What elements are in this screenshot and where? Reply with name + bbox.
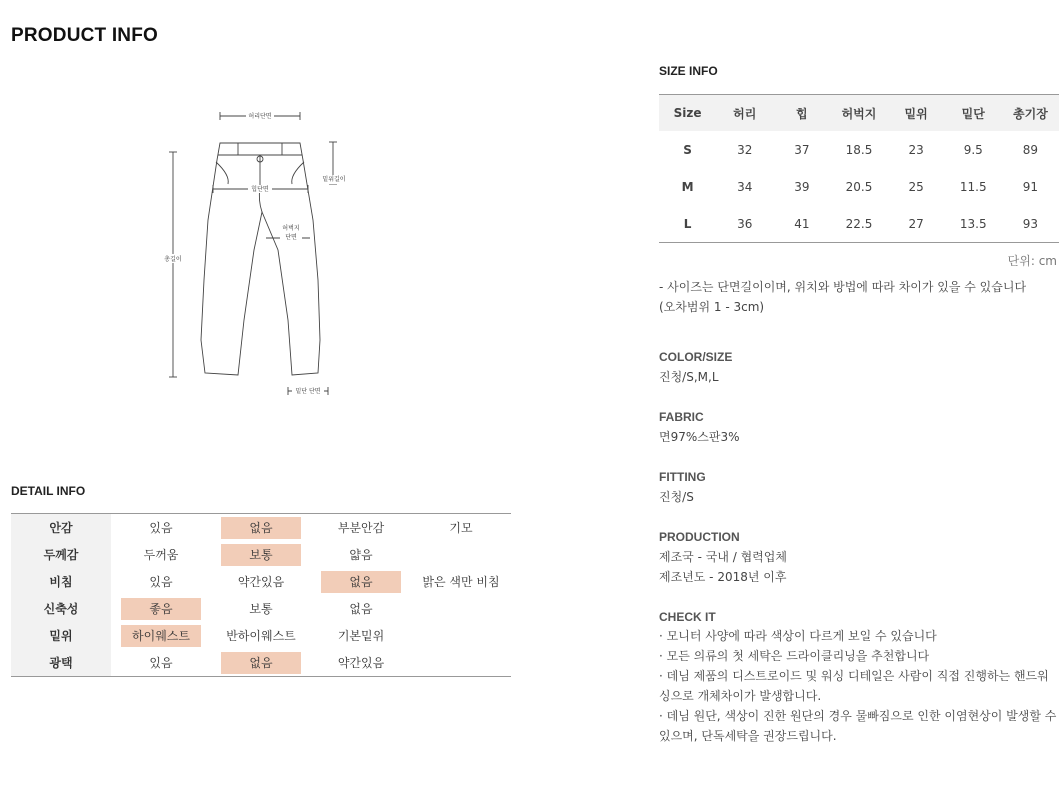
detail-option: 기본밑위 bbox=[337, 629, 385, 643]
size-cell: 27 bbox=[908, 216, 924, 231]
detail-option-cell bbox=[411, 649, 511, 676]
detail-option-cell bbox=[311, 622, 411, 649]
detail-option: 있음 bbox=[149, 575, 173, 589]
pants-diagram bbox=[150, 100, 370, 400]
detail-option-cell bbox=[111, 541, 211, 568]
detail-option bbox=[421, 625, 501, 647]
detail-option-cell bbox=[211, 595, 311, 622]
size-cell: 18.5 bbox=[845, 142, 873, 157]
rise-label: 밑위길이 bbox=[322, 176, 346, 183]
detail-option-cell bbox=[111, 622, 211, 649]
detail-option-cell bbox=[211, 649, 311, 676]
size-cell: 23 bbox=[908, 142, 924, 157]
detail-option-cell bbox=[411, 622, 511, 649]
size-header-cell: Size bbox=[673, 106, 702, 120]
size-cell: 32 bbox=[737, 142, 753, 157]
size-cell: 25 bbox=[908, 179, 924, 194]
detail-option: 밝은 색만 비침 bbox=[422, 575, 500, 589]
size-unit: 단위: cm bbox=[1007, 254, 1057, 268]
size-cell: 37 bbox=[794, 142, 810, 157]
size-cell: 36 bbox=[737, 216, 753, 231]
size-cell: M bbox=[681, 179, 694, 194]
check-item: · 모든 의류의 첫 세탁은 드라이클리닝을 추천합니다 bbox=[659, 649, 930, 663]
size-cell: S bbox=[683, 142, 692, 157]
check-it-list bbox=[659, 626, 1059, 746]
detail-option: 있음 bbox=[149, 656, 173, 670]
size-header-cell: 허리 bbox=[733, 106, 757, 121]
length-label: 총길이 bbox=[164, 256, 182, 263]
production-line1: 제조국 - 국내 / 협력업체 bbox=[659, 550, 787, 564]
detail-option-cell bbox=[211, 622, 311, 649]
check-item: · 데님 제품의 디스트로이드 및 워싱 디테일은 사람이 직접 진행하는 핸드워싱으로 개체차이가 발생합니다. bbox=[659, 669, 1049, 703]
detail-option-cell bbox=[211, 541, 311, 568]
color-size-text: 진청/S,M,L bbox=[659, 370, 719, 384]
page-title: PRODUCT INFO bbox=[11, 25, 159, 46]
detail-row-label: 신축성 bbox=[11, 595, 111, 622]
detail-row bbox=[11, 595, 511, 622]
size-header-cell: 밑위 bbox=[904, 106, 928, 121]
size-table-row bbox=[659, 168, 1059, 205]
detail-option-cell bbox=[411, 595, 511, 622]
detail-option-selected: 없음 bbox=[221, 652, 301, 674]
detail-option: 기모 bbox=[449, 521, 473, 535]
pants-outline bbox=[201, 143, 320, 375]
detail-option-cell bbox=[211, 514, 311, 541]
size-cell: 22.5 bbox=[845, 216, 873, 231]
detail-option-selected: 좋음 bbox=[121, 598, 201, 620]
thigh-label-line1: 허벅지 bbox=[282, 225, 300, 232]
detail-option-cell bbox=[111, 595, 211, 622]
detail-option bbox=[421, 652, 501, 674]
color-size-title: COLOR/SIZE bbox=[659, 350, 733, 364]
detail-option: 반하이웨스트 bbox=[226, 629, 296, 643]
detail-option-cell bbox=[211, 568, 311, 595]
detail-option-cell bbox=[311, 568, 411, 595]
size-cell: 13.5 bbox=[959, 216, 987, 231]
size-info-table bbox=[659, 94, 1059, 243]
detail-row bbox=[11, 541, 511, 568]
size-cell: 39 bbox=[794, 179, 810, 194]
size-table-header bbox=[659, 95, 1059, 131]
detail-option: 약간있음 bbox=[237, 575, 285, 589]
size-info-title: SIZE INFO bbox=[659, 64, 718, 78]
size-cell: 34 bbox=[737, 179, 753, 194]
size-note bbox=[659, 277, 1026, 317]
size-table-row bbox=[659, 205, 1059, 242]
detail-option: 없음 bbox=[349, 602, 373, 616]
detail-option: 있음 bbox=[149, 521, 173, 535]
size-cell: 41 bbox=[794, 216, 810, 231]
size-cell: 11.5 bbox=[959, 179, 987, 194]
size-cell: 93 bbox=[1022, 216, 1039, 231]
detail-option: 두꺼움 bbox=[143, 548, 179, 562]
detail-option-cell bbox=[411, 514, 511, 541]
check-item: · 데님 원단, 색상이 진한 원단의 경우 물빠짐으로 인한 이염현상이 발생할 수 있으며, 단독세탁을 권장드립니다. bbox=[659, 709, 1057, 743]
detail-option-cell bbox=[111, 514, 211, 541]
check-item: · 모니터 사양에 따라 색상이 다르게 보일 수 있습니다 bbox=[659, 629, 937, 643]
detail-option-selected: 보통 bbox=[221, 544, 301, 566]
detail-info-title: DETAIL INFO bbox=[11, 484, 86, 498]
detail-row bbox=[11, 568, 511, 595]
detail-option: 부분안감 bbox=[337, 521, 385, 535]
detail-row-label: 광택 bbox=[11, 649, 111, 676]
detail-row-label: 밑위 bbox=[11, 622, 111, 649]
size-header-cell: 밑단 bbox=[961, 106, 985, 121]
fitting-title: FITTING bbox=[659, 470, 706, 484]
production-text bbox=[659, 547, 787, 587]
detail-option-selected: 하이웨스트 bbox=[121, 625, 201, 647]
detail-row-label: 안감 bbox=[11, 514, 111, 541]
size-header-cell: 총기장 bbox=[1013, 106, 1048, 121]
hip-label: 힙단면 bbox=[251, 186, 269, 193]
hem-label: 밑단 단면 bbox=[295, 388, 321, 395]
detail-row-label: 비침 bbox=[11, 568, 111, 595]
detail-option: 보통 bbox=[249, 602, 273, 616]
production-title: PRODUCTION bbox=[659, 530, 740, 544]
detail-option-cell bbox=[111, 568, 211, 595]
size-note-line1: - 사이즈는 단면길이이며, 위치와 방법에 따라 차이가 있을 수 있습니다 bbox=[659, 280, 1027, 294]
size-cell: 9.5 bbox=[963, 142, 983, 157]
size-header-cell: 허벅지 bbox=[841, 106, 877, 121]
detail-row-label: 두께감 bbox=[11, 541, 111, 568]
fitting-text: 진청/S bbox=[659, 490, 694, 504]
fabric-text: 면97%스판3% bbox=[659, 430, 740, 444]
pants-illustration bbox=[150, 100, 370, 400]
size-header-cell: 힙 bbox=[796, 106, 808, 121]
thigh-label-line2: 단면 bbox=[285, 234, 297, 241]
detail-option bbox=[421, 544, 501, 566]
detail-option: 얇음 bbox=[349, 548, 373, 562]
detail-row bbox=[11, 622, 511, 649]
detail-option-cell bbox=[311, 649, 411, 676]
detail-option-cell bbox=[411, 568, 511, 595]
detail-option: 약간있음 bbox=[337, 656, 385, 670]
size-cell: L bbox=[683, 216, 692, 231]
size-cell: 89 bbox=[1022, 142, 1039, 157]
detail-option-selected: 없음 bbox=[221, 517, 301, 539]
detail-row bbox=[11, 649, 511, 676]
size-cell: 91 bbox=[1022, 179, 1039, 194]
size-cell: 20.5 bbox=[845, 179, 873, 194]
waist-label: 허리단면 bbox=[248, 113, 272, 120]
detail-option-cell bbox=[311, 514, 411, 541]
check-it-title: CHECK IT bbox=[659, 610, 716, 624]
production-line2: 제조년도 - 2018년 이후 bbox=[659, 570, 787, 584]
detail-option-cell bbox=[111, 649, 211, 676]
fabric-title: FABRIC bbox=[659, 410, 704, 424]
size-note-line2: (오차범위 1 - 3cm) bbox=[659, 300, 765, 314]
detail-option-cell bbox=[411, 541, 511, 568]
detail-info-table bbox=[11, 513, 511, 677]
size-table-row bbox=[659, 131, 1059, 168]
detail-option-cell bbox=[311, 595, 411, 622]
detail-row bbox=[11, 514, 511, 541]
detail-option-selected: 없음 bbox=[321, 571, 401, 593]
detail-option bbox=[421, 598, 501, 620]
detail-option-cell bbox=[311, 541, 411, 568]
